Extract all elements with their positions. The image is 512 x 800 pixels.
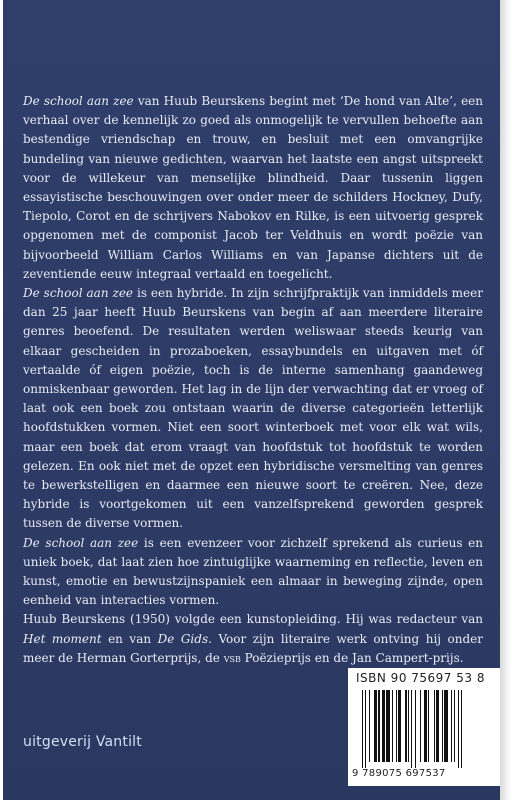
barcode-bar	[458, 690, 459, 768]
barcode-bar	[434, 690, 435, 762]
bio-text: Poëzieprijs en de Jan Campert-prijs.	[240, 650, 464, 665]
barcode-number: 9 789075 697537	[352, 768, 446, 779]
bio-text: Huub Beurskens (1950) volgde een kunstopleiding. Hij was redacteur van	[23, 612, 483, 627]
book-title: De school aan zee	[23, 535, 139, 550]
barcode-bar	[392, 690, 393, 762]
book-title: De school aan zee	[23, 94, 134, 108]
barcode-bar	[420, 690, 421, 762]
barcode-bar	[428, 690, 429, 762]
barcode-bars	[362, 690, 490, 768]
isbn-label: ISBN 90 75697 53 8	[356, 671, 485, 685]
magazine-title: De Gids	[157, 631, 209, 646]
barcode-bar	[461, 690, 462, 768]
barcode-bar	[365, 690, 366, 768]
barcode-bar	[374, 690, 377, 762]
paragraph-text: is een hybride. In zijn schrijfpraktijk van inmiddels meer dan 25 jaar heeft Huub Beurskens van begin af aan meerdere literaire genres beoefend. De resultaten werden weliswaar steeds keurig van elkaar gescheiden in prozaboeken, essaybundels en uitgaven met óf vertaalde óf eigen poëzie, toch is de interne samenhang gaandeweg onmiskenbaar geworden. Het lag in de lijn der verwachting dat er vroeg of laat ook een boek zou ontstaan waarin de diverse categorieën letterlijk hoofdstukken vormen. Niet een soort winterboek met voor elk wat wils, maar een boek dat erom vraagt van hoofdstuk tot hoofdstuk te worden gelezen. En ook niet met de opzet een hybridische versmelting van genres te bewerkstelligen en daarmee een nieuwe soort te creëren. Nee, deze hybride is voortgekomen uit een vanzelfsprekend geworden gesprek tussen de diverse vormen.	[23, 286, 483, 531]
blurb-paragraph-2	[23, 284, 483, 534]
prize-abbreviation: vsb	[223, 650, 241, 665]
blurb-paragraph-1	[23, 92, 483, 284]
paragraph-text: van Huub Beurskens begint met ‘De hond van Alte’, een verhaal over de kennelijk zo goed als onmogelijk te vervullen behoefte aan bestendige vriendschap en trouw, en besluit met een omvangrijke bundeling van nieuwe gedichten, waarvan het laatste een angst uitspreekt voor de willekeur van menselijke blindheid. Daar tussenin liggen essayistische beschouwingen over onder meer de schilders Hockney, Dufy, Tiepolo, Corot en de schrijvers Nabokov en Rilke, is een uitvoerig gesprek opgenomen met de componist Jacob ter Veldhuis en wordt poëzie van bijvoorbeeld William Carlos Williams en van Japanse dichters uit de zeventiende eeuw integraal vertaald en toegelicht.	[23, 94, 484, 281]
barcode-panel	[348, 668, 500, 786]
barcode-bar	[396, 690, 397, 762]
page-edge	[500, 0, 512, 800]
barcode-bar	[442, 690, 443, 762]
author-bio	[23, 610, 483, 668]
book-title: De school aan zee	[23, 286, 134, 301]
barcode-bar	[378, 690, 379, 762]
barcode-bar	[398, 690, 401, 762]
barcode-bar	[436, 690, 439, 762]
barcode-bar	[424, 690, 427, 762]
barcode-bar	[362, 690, 363, 768]
barcode-bar	[382, 690, 385, 762]
blurb-paragraph-3	[23, 534, 483, 611]
blurb-text	[23, 92, 483, 668]
paragraph-text: is een evenzeer voor zichzelf sprekend als curieus en uniek boek, dat laat zien hoe zintuiglijke waarneming en reflectie, leven en kunst, emotie en bewustzijnspaniek een almaar in beweging zijnde, open eenheid van interacties vormen.	[23, 535, 483, 608]
barcode-bar	[408, 690, 409, 762]
magazine-title: Het moment	[23, 631, 102, 646]
barcode-bar	[411, 690, 412, 768]
publisher-name: uitgeverij Vantilt	[23, 734, 142, 750]
barcode-bar	[451, 690, 452, 762]
barcode-bar	[405, 690, 406, 762]
barcode-bar	[415, 690, 416, 768]
bio-text: . Voor zijn literaire werk ontving hij onder meer de Herman Gorterprijs, de	[23, 631, 484, 665]
barcode-bar	[369, 690, 370, 762]
barcode-bar	[444, 690, 448, 762]
bio-text: en van	[101, 631, 158, 646]
barcode-bar	[386, 690, 390, 762]
barcode-bar	[454, 690, 455, 762]
